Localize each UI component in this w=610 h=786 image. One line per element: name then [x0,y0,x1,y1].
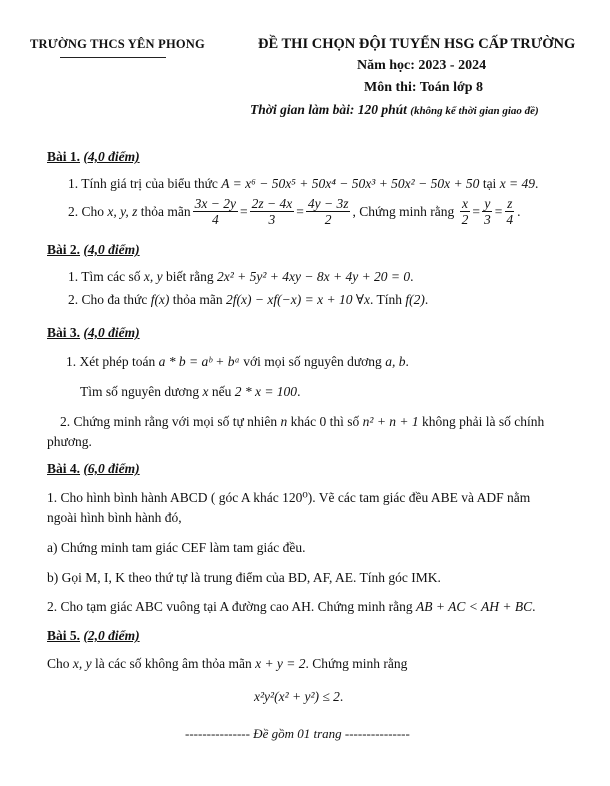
bai1-heading [47,149,140,165]
bai3-q1: 1. Xét phép toán a * b = aᵇ + bᵃ với mọi số nguyên dương a, b. [66,354,409,369]
bai2-q2: 2. Cho đa thức f(x) thỏa mãn 2f(x) − xf(−x) = x + 10 ∀x. Tính f(2). [68,292,429,307]
bai3-points: (4,0 điểm) [83,325,140,340]
time-main: Thời gian làm bài: 120 phút [250,102,407,117]
fraction-3: $\frac{4y - 3z}{2}$ [307,196,349,227]
bai5-inequality: x²y²(x² + y²) ≤ 2. [254,689,344,704]
fraction-x: $\frac{x}{2}$ [461,196,469,227]
bai4-inequality: AB + AC < AH + BC [416,599,533,614]
bai2-points: (4,0 điểm) [83,242,140,257]
bai1-q1-cond: x = 49 [499,176,536,191]
exam-time [250,102,539,118]
school-underline [60,57,166,58]
bai1-q2-mid: thỏa mãn [140,203,191,219]
bai2-q1-equation: 2x² + 5y² + 4xy − 8x + 4y + 20 = 0 [216,269,411,284]
bai5-heading [47,628,140,644]
bai4-q2: 2. Cho tạm giác ABC vuông tại A đường cao AH. Chứng minh rằng AB + AC < AH + BC. [47,599,536,614]
bai5-label: Bài 5. [47,628,81,643]
bai1-q2-vars: x, y, z [107,203,138,219]
bai3-operation: a * b = aᵇ + bᵃ [158,354,240,369]
bai4-q1-line1: 1. Cho hình bình hành ABCD ( góc A khác 120⁰). Vẽ các tam giác đều ABE và ADF nằm [47,490,531,505]
exam-title: ĐỀ THI CHỌN ĐỘI TUYỂN HSG CẤP TRƯỜNG [258,36,576,52]
fraction-1: $\frac{3x - 2y}{4}$ [194,196,236,227]
bai4-q1-line2: ngoài hình bình hành đó, [47,510,182,525]
exam-subject: Môn thi: Toán lớp 8 [364,80,484,95]
fraction-y: $\frac{y}{3}$ [484,196,491,227]
bai1-q1-at: tại [479,176,500,191]
bai4-qb: b) Gọi M, I, K theo thứ tự là trung điểm của BD, AF, AE. Tính góc IMK. [47,570,441,585]
bai3-q1b: Tìm số nguyên dương x nếu 2 * x = 100. [80,384,301,399]
fraction-2: $\frac{2z - 4x}{3}$ [251,196,293,227]
bai3-q2-line2: phương. [47,434,92,449]
bai3-q2: 2. Chứng minh rằng với mọi số tự nhiên n khác 0 thì số n² + n + 1 không phải là số chính [60,414,545,429]
bai2-q2-equation: 2f(x) − xf(−x) = x + 10 ∀x [226,292,370,307]
school-year: Năm học: 2023 - 2024 [357,58,487,73]
time-note: (không kể thời gian giao đề) [410,105,539,117]
bai1-q1-end: . [535,176,539,191]
bai2-label: Bài 2. [47,242,81,257]
bai1-q1-text: 1. Tính giá trị của biểu thức [68,176,222,191]
bai1-points: (4,0 điểm) [83,149,140,164]
bai5-q: Cho x, y là các số không âm thỏa mãn x + y = 2. Chứng minh rằng [47,656,408,671]
bai2-heading [47,242,140,258]
school-name: TRƯỜNG THCS YÊN PHONG [30,37,205,51]
bai4-heading [47,461,140,477]
fraction-z: $\frac{z}{4}$ [506,196,514,227]
bai3-heading [47,325,140,341]
bai4-qa: a) Chứng minh tam giác CEF làm tam giác đều. [47,540,306,555]
bai1-q2-text: 2. Cho [68,203,105,219]
bai1-q2-prove: , Chứng minh rằng [352,203,455,219]
bai5-points: (2,0 điểm) [83,628,140,643]
footer-note: --------------- Đề gồm 01 trang --------------- [185,726,410,741]
bai1-q1 [68,176,538,192]
bai4-label: Bài 4. [47,461,81,476]
bai4-points: (6,0 điểm) [83,461,140,476]
bai1-q1-expr: A = x⁶ − 50x⁵ + 50x⁴ − 50x³ + 50x² − 50x + 50 [221,176,480,191]
bai1-label: Bài 1. [47,149,81,164]
bai2-q1: 1. Tìm các số x, y biết rằng 2x² + 5y² + 4xy − 8x + 4y + 20 = 0. [68,269,414,284]
bai3-label: Bài 3. [47,325,81,340]
bai1-q2: 2. Cho x, y, z thỏa mãn $\frac{3x - 2y}{4}$ = $\frac{2z - 4x}{3}$ = $\frac{4y - 3z}{2}$ , Chứng minh rằng $\frac{x}{2}$ = $\frac{y}{3}$ = $\frac{z}{4}$ . [68,196,521,227]
